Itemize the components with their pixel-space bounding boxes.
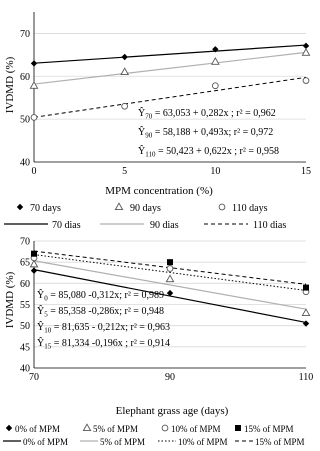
legend-label: 15% of MPM <box>255 437 305 447</box>
regression-equation <box>37 289 164 303</box>
equation-symbol: Ŷ <box>138 127 146 138</box>
regression-equation <box>138 126 273 140</box>
equation-body: = 85,358 -0,286x; r² = 0,948 <box>47 306 164 317</box>
chart-1 <box>4 12 311 231</box>
x-tick-label: 90 <box>165 372 175 383</box>
regression-line-1 <box>34 52 306 84</box>
legend-marker-0 <box>6 425 12 431</box>
data-point-series-2 <box>31 115 37 121</box>
equation-subscript: 90 <box>145 131 153 140</box>
equation-body: = 81,635 - 0,212x; r² = 0,963 <box>51 322 170 333</box>
x-tick-label: 10 <box>210 166 221 177</box>
data-point-series-1 <box>212 58 219 64</box>
y-tick-label: 50 <box>20 114 30 126</box>
legend-label: 15% of MPM <box>244 424 294 434</box>
y-axis-label: IVDMD (%) <box>4 56 16 114</box>
regression-equation <box>138 107 276 121</box>
legend-marker-2 <box>162 425 168 431</box>
data-point-series-1 <box>121 68 128 74</box>
y-tick-label: 55 <box>20 300 30 311</box>
legend-label: 110 days <box>232 203 268 214</box>
y-tick-label: 65 <box>20 257 30 269</box>
x-tick-label: 5 <box>122 166 128 177</box>
y-axis-label: IVDMD (%) <box>4 271 16 329</box>
legend-marker-1 <box>115 203 122 209</box>
equation-symbol: Ŷ <box>37 322 45 333</box>
x-tick-label: 110 <box>298 372 313 383</box>
equation-body: = 58,188 + 0,493x; r² = 0,972 <box>152 127 274 138</box>
legend-label: 10% of MPM <box>171 424 221 434</box>
data-point-series-3 <box>303 285 309 291</box>
y-tick-label: 70 <box>20 236 30 248</box>
data-point-series-2 <box>212 83 218 89</box>
y-tick-label: 40 <box>20 157 30 169</box>
equation-symbol: Ŷ <box>37 290 45 301</box>
regression-line-0 <box>34 45 306 63</box>
legend-label: 0% of MPM <box>23 437 69 447</box>
regression-equation <box>138 145 279 159</box>
equation-subscript: 5 <box>44 310 48 319</box>
x-tick-label: 0 <box>31 166 37 177</box>
y-tick-label: 70 <box>20 28 30 40</box>
x-tick-label: 15 <box>301 166 311 177</box>
x-axis-label: Elephant grass age (days) <box>115 405 229 417</box>
regression-equation <box>37 321 170 335</box>
legend-label: 10% of MPM <box>178 437 228 447</box>
regression-equation <box>37 337 170 351</box>
equation-body: = 63,053 + 0,282x ; r² = 0,962 <box>152 108 276 119</box>
equation-body: = 81,334 -0,196x ; r² = 0,914 <box>51 338 170 349</box>
y-tick-label: 50 <box>20 321 30 333</box>
equation-subscript: 15 <box>44 342 52 351</box>
legend-label: 5% of MPM <box>93 424 139 434</box>
equation-subscript: 0 <box>44 294 48 303</box>
data-point-series-3 <box>167 259 173 265</box>
legend-label: 0% of MPM <box>15 424 61 434</box>
data-point-series-1 <box>166 275 173 281</box>
equation-subscript: 110 <box>145 150 156 159</box>
x-axis-label: MPM concentration (%) <box>105 185 213 197</box>
x-tick-label: 70 <box>29 372 39 383</box>
legend-label: 110 dias <box>253 220 287 231</box>
data-point-series-3 <box>31 251 37 257</box>
data-point-series-0 <box>121 54 127 60</box>
equation-subscript: 10 <box>44 326 52 335</box>
equation-subscript: 70 <box>145 112 153 121</box>
legend-marker-3 <box>235 425 241 431</box>
data-point-series-1 <box>302 309 309 315</box>
equation-body: = 85,080 -0,312x; r² = 0,989 <box>47 290 164 301</box>
data-point-series-0 <box>31 60 37 66</box>
chart-2 <box>3 237 313 448</box>
equation-symbol: Ŷ <box>37 306 45 317</box>
legend-marker-1 <box>83 424 90 430</box>
y-tick-label: 60 <box>20 71 30 83</box>
data-point-series-2 <box>167 266 173 272</box>
legend-label: 70 days <box>30 203 61 214</box>
data-point-series-0 <box>31 267 37 273</box>
legend-label: 70 dias <box>52 220 81 231</box>
equation-body: = 50,423 + 0,622x ; r² = 0,958 <box>155 146 280 157</box>
equation-symbol: Ŷ <box>37 338 45 349</box>
equation-symbol: Ŷ <box>138 146 146 157</box>
equation-symbol: Ŷ <box>138 108 146 119</box>
y-tick-label: 40 <box>20 363 30 375</box>
legend-label: 90 days <box>130 203 161 214</box>
legend-label: 90 dias <box>150 220 179 231</box>
data-point-series-2 <box>122 103 128 109</box>
data-point-series-1 <box>30 82 37 88</box>
regression-equation <box>37 305 164 319</box>
legend-label: 5% of MPM <box>100 437 146 447</box>
y-tick-label: 45 <box>20 342 30 354</box>
y-tick-label: 60 <box>20 278 30 290</box>
legend-marker-0 <box>17 204 23 210</box>
data-point-series-2 <box>303 78 309 84</box>
legend-marker-2 <box>219 204 225 210</box>
